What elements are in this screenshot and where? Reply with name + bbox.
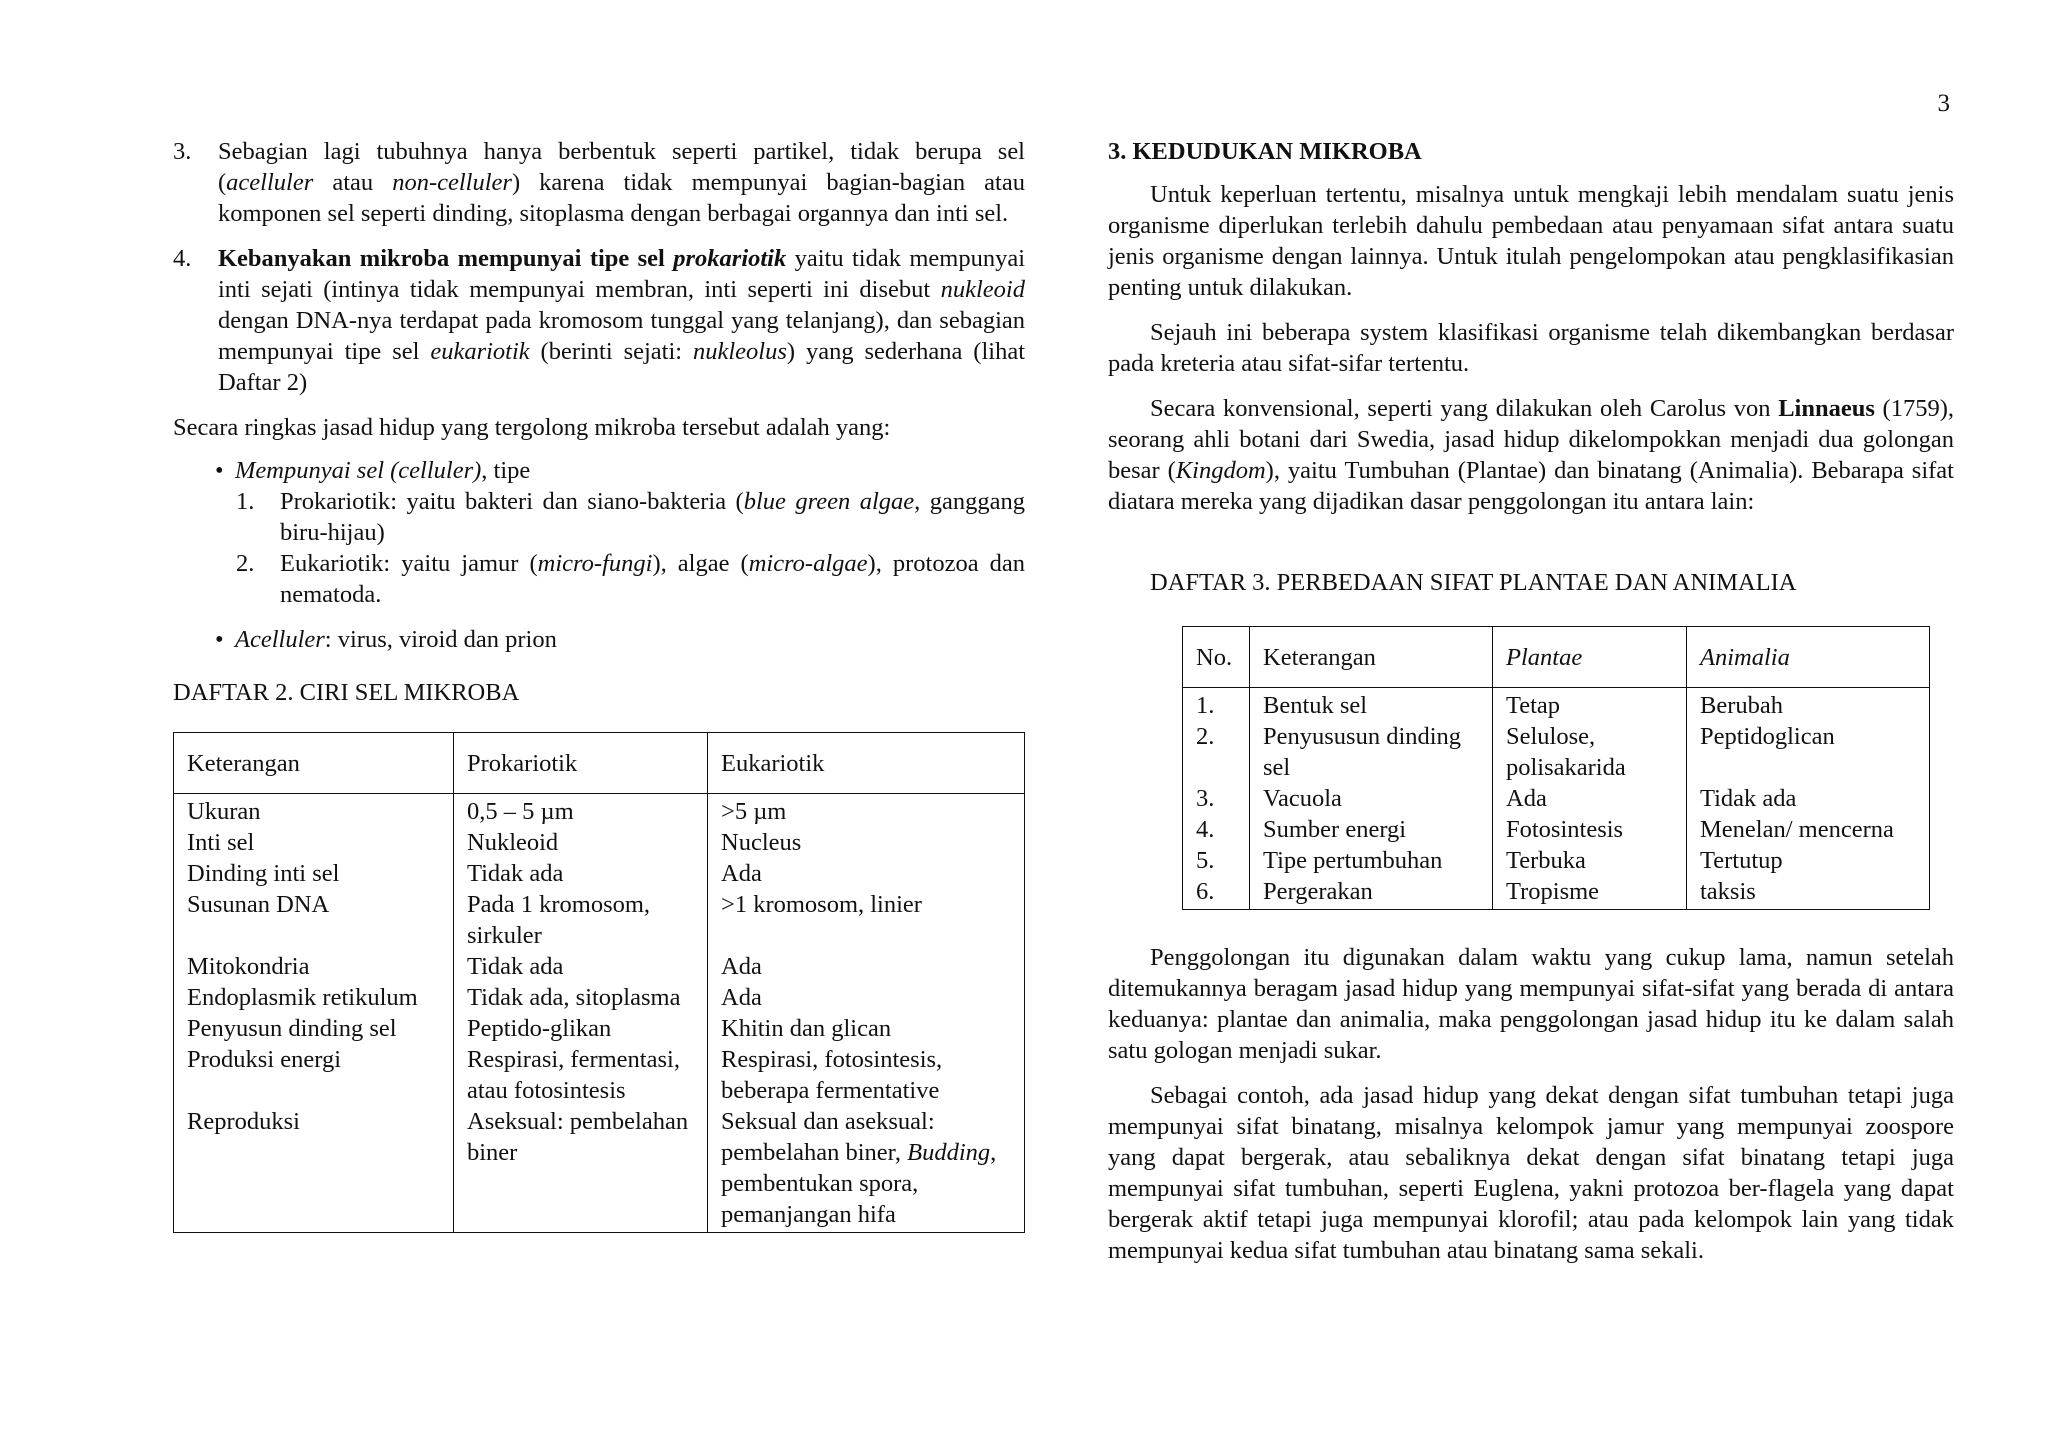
sub-item-eukariotik: 2. Eukariotik: yaitu jamur (micro-fungi), algae (micro-algae), protozoa dan nematoda. bbox=[236, 550, 1026, 608]
table-cell: Seksual dan aseksual: pembelahan biner, Budding, pembentukan spora, pemanjangan hifa bbox=[708, 1106, 1025, 1233]
table-cell: Dinding inti sel bbox=[174, 858, 454, 889]
table-row bbox=[174, 1106, 1025, 1233]
list-number: 3. bbox=[173, 138, 192, 165]
section-heading: 3. KEDUDUKAN MIKROBA bbox=[1108, 138, 1422, 165]
table-cell: Respirasi, fermentasi, atau fotosintesis bbox=[454, 1044, 708, 1106]
table-cell: Aseksual: pembelahan biner bbox=[454, 1106, 708, 1233]
sub-list bbox=[236, 486, 1025, 610]
sub-item-prokariotik: 1. Prokariotik: yaitu bakteri dan siano-bakteria (blue green algae, ganggang biru-hijau) bbox=[236, 488, 1026, 546]
table-cell: Peptido-glikan bbox=[454, 1013, 708, 1044]
table-cell: Berubah bbox=[1687, 688, 1930, 722]
table-cell: Selulose, polisakarida bbox=[1493, 721, 1687, 783]
table-cell: 5. bbox=[1183, 845, 1250, 876]
bullet-icon: • bbox=[215, 626, 224, 653]
table-cell: Pergerakan bbox=[1250, 876, 1493, 910]
table-cell: Sumber energi bbox=[1250, 814, 1493, 845]
table-cell: Penyususun dinding sel bbox=[1250, 721, 1493, 783]
table-row bbox=[1183, 814, 1930, 845]
table-cell: Tidak ada bbox=[1687, 783, 1930, 814]
table3-body bbox=[1183, 688, 1930, 910]
table-row bbox=[174, 794, 1025, 828]
list-text: Sebagian lagi tubuhnya hanya berbentuk seperti partikel, tidak berupa sel (acelluler atau non-celluler) karena tidak mempunyai bagian-bagian atau komponen sel seperti dinding, sitoplasma dengan berbagai organnya dan inti sel. bbox=[218, 138, 1025, 227]
table-row bbox=[174, 1044, 1025, 1106]
table-cell: >1 kromosom, linier bbox=[708, 889, 1025, 951]
summary-text: Secara ringkas jasad hidup yang tergolong mikroba tersebut adalah yang: bbox=[173, 414, 891, 441]
table3 bbox=[1182, 626, 1930, 910]
table-header: Keterangan bbox=[1250, 627, 1493, 688]
paragraph-3: Secara konvensional, seperti yang dilakukan oleh Carolus von Linnaeus (1759), seorang ahli botani dari Swedia, jasad hidup dikelompokkan menjadi dua golongan besar (Kingdom), yaitu Tumbuhan (Plantae) dan binatang (Animalia). Bebarapa sifat diatara mereka yang dijadikan dasar penggolongan itu antara lain: bbox=[1108, 395, 1954, 515]
list-number: 4. bbox=[173, 245, 192, 272]
table-row bbox=[1183, 688, 1930, 722]
table-cell: 4. bbox=[1183, 814, 1250, 845]
table-header-row bbox=[174, 733, 1025, 794]
table-cell: >5 µm bbox=[708, 794, 1025, 828]
table-header: Plantae bbox=[1493, 627, 1687, 688]
left-column bbox=[173, 136, 1025, 1233]
table-header: Animalia bbox=[1687, 627, 1930, 688]
table-header: No. bbox=[1183, 627, 1250, 688]
table-cell: Khitin dan glican bbox=[708, 1013, 1025, 1044]
table-cell: Ada bbox=[708, 951, 1025, 982]
table-cell: Ukuran bbox=[174, 794, 454, 828]
table-header-row bbox=[1183, 627, 1930, 688]
paragraph-5: Sebagai contoh, ada jasad hidup yang dekat dengan sifat tumbuhan tetapi juga mempunyai sifat binatang, misalnya kelompok jamur yang mempunyai zoospore yang dapat bergerak, atau sebaliknya dekat dengan sifat binatang tetapi juga mempunyai sifat tumbuhan, seperti Euglena, yakni protozoa ber-flagela yang dapat bergerak aktif tetapi juga mempunyai klorofil; atau pada kelompok lain yang tidak mempunyai kedua sifat tumbuhan atau binatang sama sekali. bbox=[1108, 1082, 1954, 1264]
table-cell: Inti sel bbox=[174, 827, 454, 858]
table-row bbox=[1183, 721, 1930, 783]
bullet-list bbox=[173, 455, 1025, 655]
table-row bbox=[174, 858, 1025, 889]
table-cell: Reproduksi bbox=[174, 1106, 454, 1233]
table-header: Prokariotik bbox=[454, 733, 708, 794]
table-cell: Nukleoid bbox=[454, 827, 708, 858]
table-row bbox=[1183, 876, 1930, 910]
table2 bbox=[173, 732, 1025, 1233]
table-row bbox=[174, 951, 1025, 982]
list-item-4 bbox=[173, 243, 1025, 398]
table-cell: Mitokondria bbox=[174, 951, 454, 982]
table-row bbox=[174, 827, 1025, 858]
table-cell: Tidak ada bbox=[454, 858, 708, 889]
table-cell: Tipe pertumbuhan bbox=[1250, 845, 1493, 876]
paragraph-4: Penggolongan itu digunakan dalam waktu yang cukup lama, namun setelah ditemukannya beragam jasad hidup yang mempunyai sifat-sifat yang berada di antara keduanya: plantae dan animalia, maka penggolongan jasad hidup itu ke dalam salah satu gologan menjadi sukar. bbox=[1108, 944, 1954, 1064]
table-cell: 6. bbox=[1183, 876, 1250, 910]
table-cell: Susunan DNA bbox=[174, 889, 454, 951]
table-header: Eukariotik bbox=[708, 733, 1025, 794]
table-cell: 3. bbox=[1183, 783, 1250, 814]
table-cell: Bentuk sel bbox=[1250, 688, 1493, 722]
table-cell: 1. bbox=[1183, 688, 1250, 722]
table-cell: Produksi energi bbox=[174, 1044, 454, 1106]
list-text: Kebanyakan mikroba mempunyai tipe sel prokariotik yaitu tidak mempunyai inti sejati (intinya tidak mempunyai membran, inti seperti ini disebut nukleoid dengan DNA-nya terdapat pada kromosom tunggal yang telanjang), dan sebagian mempunyai tipe sel eukariotik (berinti sejati: nukleolus) yang sederhana (lihat Daftar 2) bbox=[218, 245, 1026, 396]
right-column bbox=[1108, 136, 1954, 1280]
paragraph-1: Untuk keperluan tertentu, misalnya untuk mengkaji lebih mendalam suatu jenis organisme diperlukan terlebih dahulu pembedaan atau penyamaan sifat antara suatu jenis organisme dengan lainnya. Untuk itulah pengelompokan atau pengklasifikasian penting untuk dilakukan. bbox=[1108, 181, 1954, 301]
table-cell: Tidak ada, sitoplasma bbox=[454, 982, 708, 1013]
bullet-icon: • bbox=[215, 457, 224, 484]
table-cell: Penyusun dinding sel bbox=[174, 1013, 454, 1044]
table-cell: Peptidoglican bbox=[1687, 721, 1930, 783]
table-cell: Tidak ada bbox=[454, 951, 708, 982]
paragraph-2: Sejauh ini beberapa system klasifikasi organisme telah dikembangkan berdasar pada kreteria atau sifat-sifar tertentu. bbox=[1108, 319, 1954, 377]
table-cell: Nucleus bbox=[708, 827, 1025, 858]
table-row bbox=[174, 889, 1025, 951]
table-row bbox=[1183, 845, 1930, 876]
numbered-list bbox=[173, 136, 1025, 398]
page-number: 3 bbox=[1937, 90, 1950, 117]
table-cell: Fotosintesis bbox=[1493, 814, 1687, 845]
table-cell: Terbuka bbox=[1493, 845, 1687, 876]
table-cell: Menelan/ mencerna bbox=[1687, 814, 1930, 845]
table2-body bbox=[174, 794, 1025, 1233]
table-row bbox=[174, 1013, 1025, 1044]
table-cell: Vacuola bbox=[1250, 783, 1493, 814]
table-cell: Pada 1 kromosom, sirkuler bbox=[454, 889, 708, 951]
table-row bbox=[1183, 783, 1930, 814]
table3-caption: DAFTAR 3. PERBEDAAN SIFAT PLANTAE DAN ANIMALIA bbox=[1150, 569, 1797, 596]
table-cell: Ada bbox=[1493, 783, 1687, 814]
table-cell: 2. bbox=[1183, 721, 1250, 783]
table-cell: Tropisme bbox=[1493, 876, 1687, 910]
table-cell: Tetap bbox=[1493, 688, 1687, 722]
table-cell: taksis bbox=[1687, 876, 1930, 910]
table-cell: Ada bbox=[708, 982, 1025, 1013]
bullet-item-celluler: • Mempunyai sel (celluler), tipe bbox=[215, 457, 531, 484]
bullet-item-acelluler: • Acelluler: virus, viroid dan prion bbox=[215, 626, 557, 653]
table-header: Keterangan bbox=[174, 733, 454, 794]
table-cell: 0,5 – 5 µm bbox=[454, 794, 708, 828]
table-cell: Respirasi, fotosintesis, beberapa fermentative bbox=[708, 1044, 1025, 1106]
table-row bbox=[174, 982, 1025, 1013]
table-cell: Endoplasmik retikulum bbox=[174, 982, 454, 1013]
table-cell: Tertutup bbox=[1687, 845, 1930, 876]
table-cell: Ada bbox=[708, 858, 1025, 889]
table2-caption: DAFTAR 2. CIRI SEL MIKROBA bbox=[173, 679, 520, 706]
list-item-3 bbox=[173, 136, 1025, 229]
